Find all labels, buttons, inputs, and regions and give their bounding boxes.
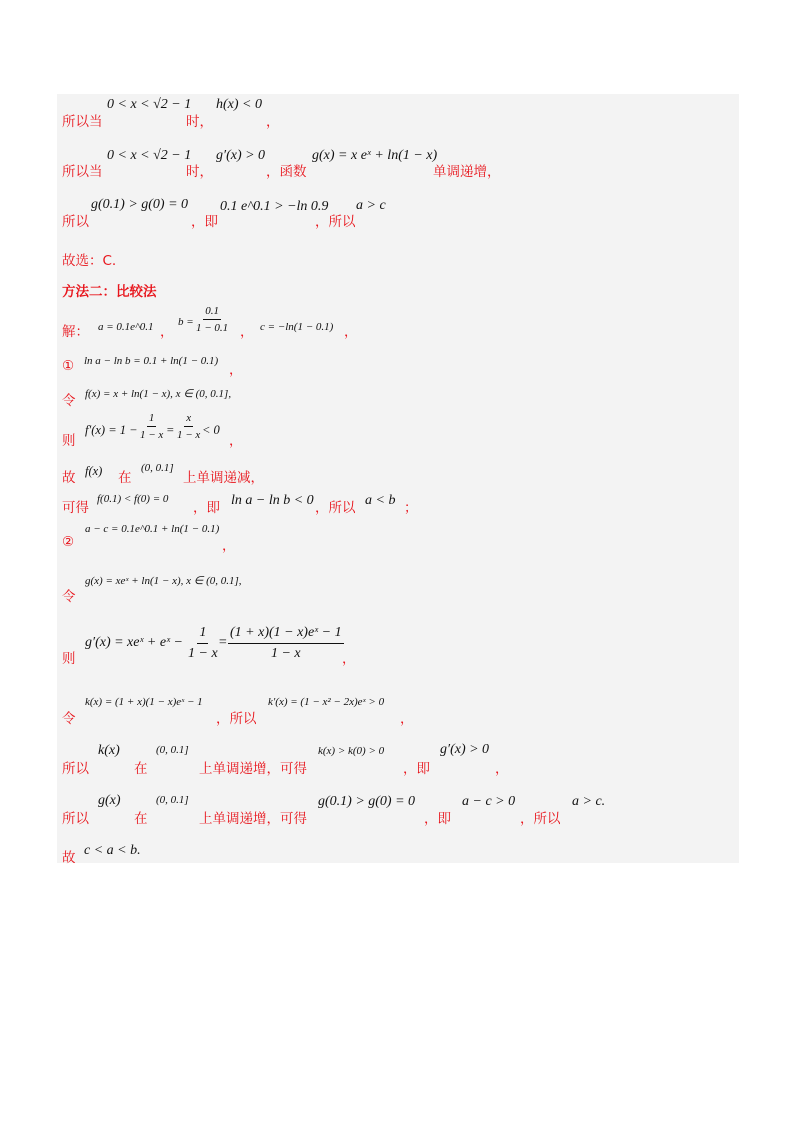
- l6-sep2: ，: [240, 324, 254, 340]
- l10-prefix: 故: [62, 470, 76, 486]
- l1-prefix: 所以当: [62, 114, 103, 130]
- l2-prefix: 所以当: [62, 164, 103, 180]
- l9-fraction-2: [175, 412, 202, 441]
- l9-f1-denominator: 1 − x: [140, 429, 164, 441]
- l6-end: ，: [344, 324, 358, 340]
- l14-fraction-2: [228, 625, 344, 662]
- l14-f1-numerator: 1: [197, 625, 208, 644]
- l2-when: 时，: [186, 164, 213, 180]
- l12-end: ，: [222, 538, 236, 554]
- final-conclusion: c < a < b.: [84, 843, 141, 858]
- l6-b-fraction: [194, 305, 230, 334]
- l15-end: ，: [400, 711, 414, 727]
- l9-end: ，: [229, 433, 243, 449]
- l10-end: 上单调递减，: [183, 470, 264, 486]
- l16-prefix: 所以: [62, 761, 89, 777]
- l15-prefix: 令: [62, 711, 76, 727]
- l16-zai: 在: [134, 761, 148, 777]
- l8-expr: f(x) = x + ln(1 − x), x ∈ (0, 0.1],: [85, 388, 232, 400]
- l3-numeric-inequality: 0.1 e^0.1 > −ln 0.9: [220, 199, 329, 214]
- l8-prefix: 令: [62, 393, 76, 409]
- l14-lhs: g′(x) = xeˣ + eˣ −: [85, 635, 183, 650]
- l17-ji: ，即: [424, 811, 451, 827]
- method-heading: 方法二：比较法: [62, 284, 157, 300]
- l15-suoyi: ，所以: [216, 711, 257, 727]
- l17-ac-inequality: a − c > 0: [462, 794, 516, 809]
- l9-f2-denominator: 1 − x: [177, 429, 201, 441]
- l17-interval: (0, 0.1]: [156, 794, 189, 806]
- l3-conclusion: a > c: [356, 198, 386, 213]
- l9-prefix: 则: [62, 433, 76, 449]
- l7-end: ，: [229, 362, 243, 378]
- l6-b-numerator: 0.1: [203, 305, 221, 320]
- l1-when: 时，: [186, 114, 213, 130]
- l2-fn-label: ，函数: [266, 164, 307, 180]
- l1-expr: h(x) < 0: [216, 97, 262, 112]
- l13-prefix: 令: [62, 589, 76, 605]
- l17-conclusion: a > c.: [572, 794, 606, 809]
- l1-end: ，: [266, 114, 280, 130]
- l2-end: 单调递增，: [433, 164, 501, 180]
- l9-f2-numerator: x: [184, 412, 193, 427]
- l9-lhs: f′(x) = 1 −: [85, 423, 138, 437]
- l17-mono: 上单调递增，可得: [199, 811, 307, 827]
- l11-conclusion: a < b: [365, 493, 396, 508]
- l17-function: g(x): [98, 793, 121, 808]
- l9-rhs: < 0: [202, 423, 220, 437]
- l1-condition: 0 < x < √2 − 1: [107, 97, 192, 112]
- l7-expr: ln a − ln b = 0.1 + ln(1 − 0.1): [84, 355, 219, 367]
- l3-suoyi: ，所以: [315, 214, 356, 230]
- l12-expr: a − c = 0.1e^0.1 + ln(1 − 0.1): [85, 523, 220, 535]
- l11-end: ；: [404, 500, 418, 516]
- l12-prefix: ②: [62, 534, 75, 550]
- l3-prefix: 所以: [62, 214, 89, 230]
- l11-prefix: 可得: [62, 500, 89, 516]
- l17-g-inequality: g(0.1) > g(0) = 0: [318, 794, 416, 809]
- l16-ji: ，即: [403, 761, 430, 777]
- l6-c-definition: c = −ln(1 − 0.1): [260, 321, 334, 333]
- l9-fraction-1: [138, 412, 165, 441]
- l16-mono: 上单调递增，可得: [199, 761, 307, 777]
- l14-equals: =: [218, 635, 228, 650]
- l6-sep1: ，: [160, 324, 174, 340]
- l3-g-inequality: g(0.1) > g(0) = 0: [91, 197, 189, 212]
- l11-ji: ，即: [193, 500, 220, 516]
- l15-k-derivative: k′(x) = (1 − x² − 2x)eˣ > 0: [268, 696, 385, 708]
- l16-function: k(x): [98, 743, 120, 758]
- l11-suoyi: ，所以: [315, 500, 356, 516]
- l2-expr: g′(x) > 0: [216, 148, 266, 163]
- l16-interval: (0, 0.1]: [156, 744, 189, 756]
- l2-g-definition: g(x) = x eˣ + ln(1 − x): [312, 148, 438, 163]
- l14-fraction-1: [186, 625, 220, 662]
- l16-k-inequality: k(x) > k(0) > 0: [318, 745, 385, 757]
- l3-ji: ，即: [191, 214, 218, 230]
- l14-f2-denominator: 1 − x: [270, 646, 301, 661]
- l14-f2-numerator: (1 + x)(1 − x)eˣ − 1: [228, 625, 344, 644]
- l18-prefix: 故: [62, 850, 76, 866]
- l11-f-inequality: f(0.1) < f(0) = 0: [97, 493, 169, 505]
- l10-function: f(x): [85, 464, 103, 478]
- l17-suoyi: ，所以: [520, 811, 561, 827]
- l13-expr: g(x) = xeˣ + ln(1 − x), x ∈ (0, 0.1],: [85, 575, 242, 587]
- l11-log-inequality: ln a − ln b < 0: [231, 493, 314, 508]
- l17-zai: 在: [134, 811, 148, 827]
- l10-zai: 在: [118, 470, 132, 486]
- l16-end: ，: [495, 761, 509, 777]
- l9-equals: =: [166, 423, 175, 437]
- l16-g-derivative: g′(x) > 0: [440, 742, 490, 757]
- l9-f1-numerator: 1: [147, 412, 157, 427]
- l6-a-definition: a = 0.1e^0.1: [98, 321, 154, 333]
- l6-prefix: 解：: [62, 324, 89, 340]
- l2-condition: 0 < x < √2 − 1: [107, 148, 192, 163]
- answer-choice: 故选：C.: [62, 253, 117, 269]
- l15-k-definition: k(x) = (1 + x)(1 − x)eˣ − 1: [85, 696, 203, 708]
- l6-b-lhs: b =: [178, 316, 194, 328]
- l14-f1-denominator: 1 − x: [188, 646, 218, 661]
- l7-prefix: ①: [62, 358, 75, 374]
- l10-interval: (0, 0.1]: [141, 462, 174, 474]
- l14-prefix: 则: [62, 651, 76, 667]
- l14-end: ，: [342, 651, 356, 667]
- l17-prefix: 所以: [62, 811, 89, 827]
- l6-b-denominator: 1 − 0.1: [196, 322, 229, 334]
